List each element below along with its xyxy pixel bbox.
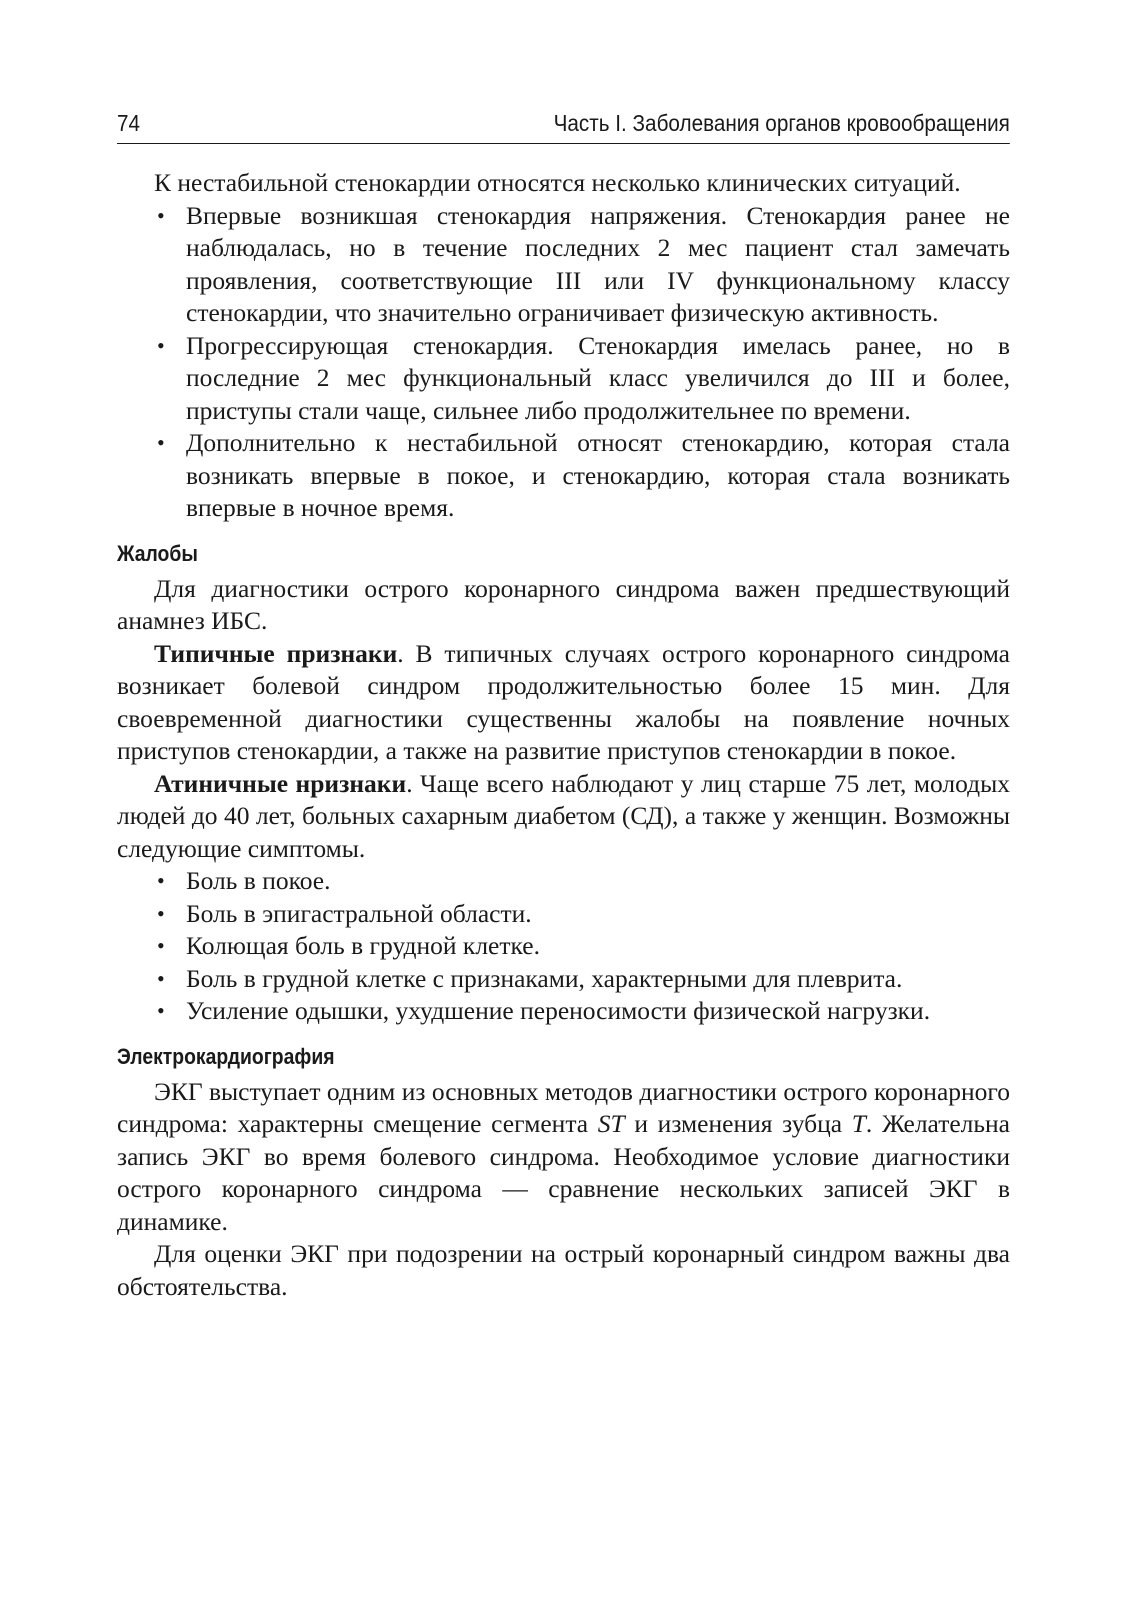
list-item: • Прогрессирующая стенокардия. Стенокардия имелась ранее, но в последние 2 мес функциональный класс увеличился до III и более, приступы стали чаще, сильнее либо продолжительнее по времени. (157, 330, 1010, 425)
t-wave-term: T (851, 1109, 866, 1138)
unstable-angina-list (117, 200, 1010, 525)
ecg-paragraph-1: ЭКГ выступает одним из основных методов диагностики острого коронарного синдрома: характерны смещение сегмента ST и изменения зубца T. Желательна запись ЭКГ во время болевого синдрома. Необходимое условие диагностики острого коронарного синдрома — сравнение нескольких записей ЭКГ в динамике. (117, 1076, 1010, 1236)
running-head (117, 108, 1010, 144)
bullet-icon: • (157, 933, 165, 958)
page-body (117, 167, 1010, 1303)
section-heading-complaints: Жалобы (117, 540, 198, 566)
bullet-icon: • (157, 965, 165, 991)
list-item: • Колющая боль в грудной клетке. (117, 930, 1010, 963)
page-number: 74 (117, 110, 141, 136)
list-item: • Боль в покое. (117, 865, 1010, 898)
ecg-paragraph-2: Для оценки ЭКГ при подозрении на острый коронарный синдром важны два обстоятельства. (117, 1239, 1010, 1301)
bullet-icon: • (157, 430, 165, 455)
complaints-paragraph: Для диагностики острого коронарного синдрома важен предшествующий анамнез ИБС. (117, 573, 1010, 635)
typical-signs-paragraph: Типичные признаки. В типичных случаях острого коронарного синдрома возникает болевой синдром продолжительностью более 15 мин. Для своевременной диагностики существенны жалобы на появление ночных приступов стенокардии, а также на развитие приступов стенокардии в покое. (117, 638, 1010, 765)
intro-paragraph: К нестабильной стенокардии относятся несколько клинических ситуаций. (154, 168, 961, 197)
list-item: • Боль в эпигастральной области. (117, 898, 1010, 931)
bullet-icon: • (157, 900, 165, 926)
bullet-icon: • (157, 332, 165, 358)
list-item: • Впервые возникшая стенокардия напряжения. Стенокардия ранее не наблюдалась, но в течение последних 2 мес пациент стал замечать проявления, соответствующие III или IV функциональному классу стенокардии, что значительно ограничивает физическую активность. (157, 200, 1010, 327)
book-page (117, 108, 1010, 1303)
bullet-icon: • (157, 868, 165, 893)
typical-signs-label: Типичные признаки (154, 638, 398, 668)
running-title: Часть I. Заболевания органов кровообращения (553, 110, 1010, 136)
st-segment-term: ST (597, 1109, 625, 1138)
section-heading-ecg: Электрокардиография (117, 1043, 335, 1069)
bullet-icon: • (157, 202, 165, 228)
atypical-signs-label: Атиничные нризнаки (154, 768, 407, 798)
bullet-icon: • (157, 998, 165, 1023)
atypical-signs-paragraph: Атиничные нризнаки. Чаще всего наблюдают у лиц старше 75 лет, молодых людей до 40 лет, больных сахарным диабетом (СД), а также у женщин. Возможны следующие симптомы. (117, 768, 1010, 863)
list-item: • Боль в грудной клетке с признаками, характерными для плеврита. (117, 963, 1010, 996)
atypical-symptoms-list (117, 865, 1010, 1028)
list-item: • Дополнительно к нестабильной относят стенокардию, которая стала возникать впервые в покое, и стенокардию, которая стала возникать впервые в ночное время. (157, 428, 1010, 522)
list-item: • Усиление одышки, ухудшение переносимости физической нагрузки. (117, 995, 1010, 1028)
